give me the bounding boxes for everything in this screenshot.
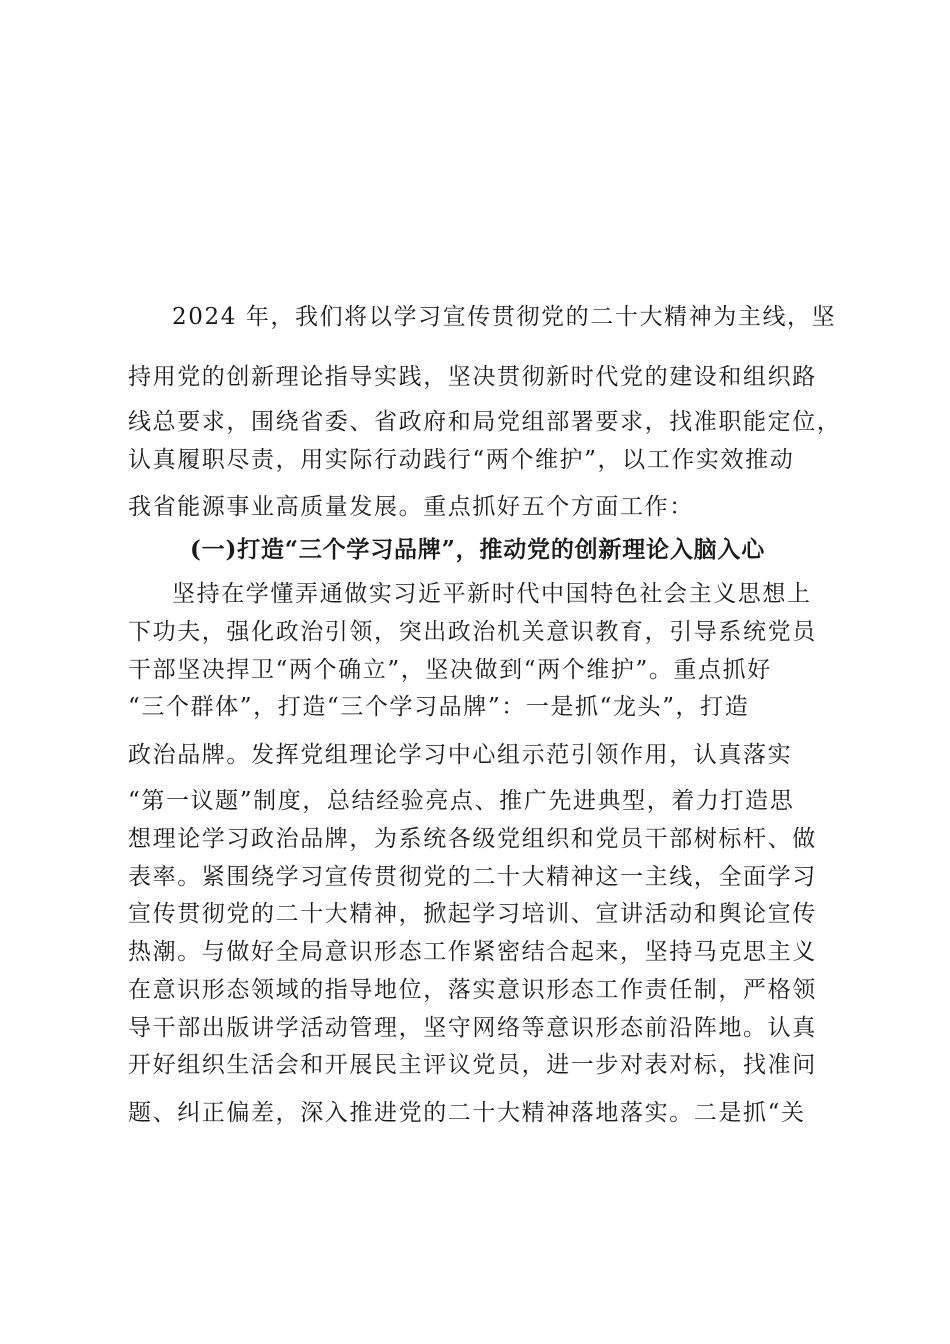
paragraph-1-line-1: 2024 年，我们将以学习宣传贯彻党的二十大精神为主线，坚 (172, 304, 837, 330)
paragraph-1-line-3: 线总要求，围绕省委、省政府和局党组部署要求，找准职能定位， (128, 409, 842, 435)
paragraph-1-line-2: 持用党的创新理论指导实践，坚决贯彻新时代党的建设和组织路 (128, 364, 817, 390)
paragraph-2-line-7: 想理论学习政治品牌，为系统各级党组织和党员干部树标杆、做 (128, 826, 817, 852)
paragraph-2-line-1: 坚持在学懂弄通做实习近平新时代中国特色社会主义思想上 (172, 581, 812, 607)
paragraph-2-line-11: 在意识形态领域的指导地位，落实意识形态工作责任制，严格领 (128, 977, 817, 1003)
paragraph-1-line-5: 我省能源事业高质量发展。重点抓好五个方面工作： (128, 494, 694, 520)
paragraph-2-line-13: 开好组织生活会和开展民主评议党员，进一步对表对标，找准问 (128, 1052, 817, 1078)
paragraph-2-line-9: 宣传贯彻党的二十大精神，掀起学习培训、宣讲活动和舆论宣传 (128, 901, 817, 927)
paragraph-2-line-4: “三个群体”，打造“三个学习品牌”：一是抓“龙头”，打造 (128, 694, 750, 720)
paragraph-2-line-8: 表率。紧围绕学习宣传贯彻党的二十大精神这一主线，全面学习 (128, 864, 817, 890)
paragraph-1-line-4: 认真履职尽责，用实际行动践行“两个维护”，以工作实效推动 (128, 447, 795, 473)
paragraph-2-line-12: 导干部出版讲学活动管理，坚守网络等意识形态前沿阵地。认真 (128, 1015, 817, 1041)
paragraph-2-line-3: 干部坚决捍卫“两个确立”，坚决做到“两个维护”。重点抓好 (128, 657, 772, 683)
paragraph-2-line-5: 政治品牌。发挥党组理论学习中心组示范引领作用，认真落实 (128, 742, 793, 768)
paragraph-2-line-2: 下功夫，强化政治引领，突出政治机关意识教育，引导系统党员 (128, 619, 817, 645)
section-heading: (一)打造“三个学习品牌”，推动党的创新理论入脑入心 (190, 536, 766, 563)
paragraph-2-line-6: “第一议题”制度，总结经验亮点、推广先进典型，着力打造思 (128, 788, 795, 814)
paragraph-2-line-10: 热潮。与做好全局意识形态工作紧密结合起来，坚持马克思主义 (128, 939, 817, 965)
paragraph-2-line-14: 题、纠正偏差，深入推进党的二十大精神落地落实。二是抓“关 (128, 1100, 806, 1126)
